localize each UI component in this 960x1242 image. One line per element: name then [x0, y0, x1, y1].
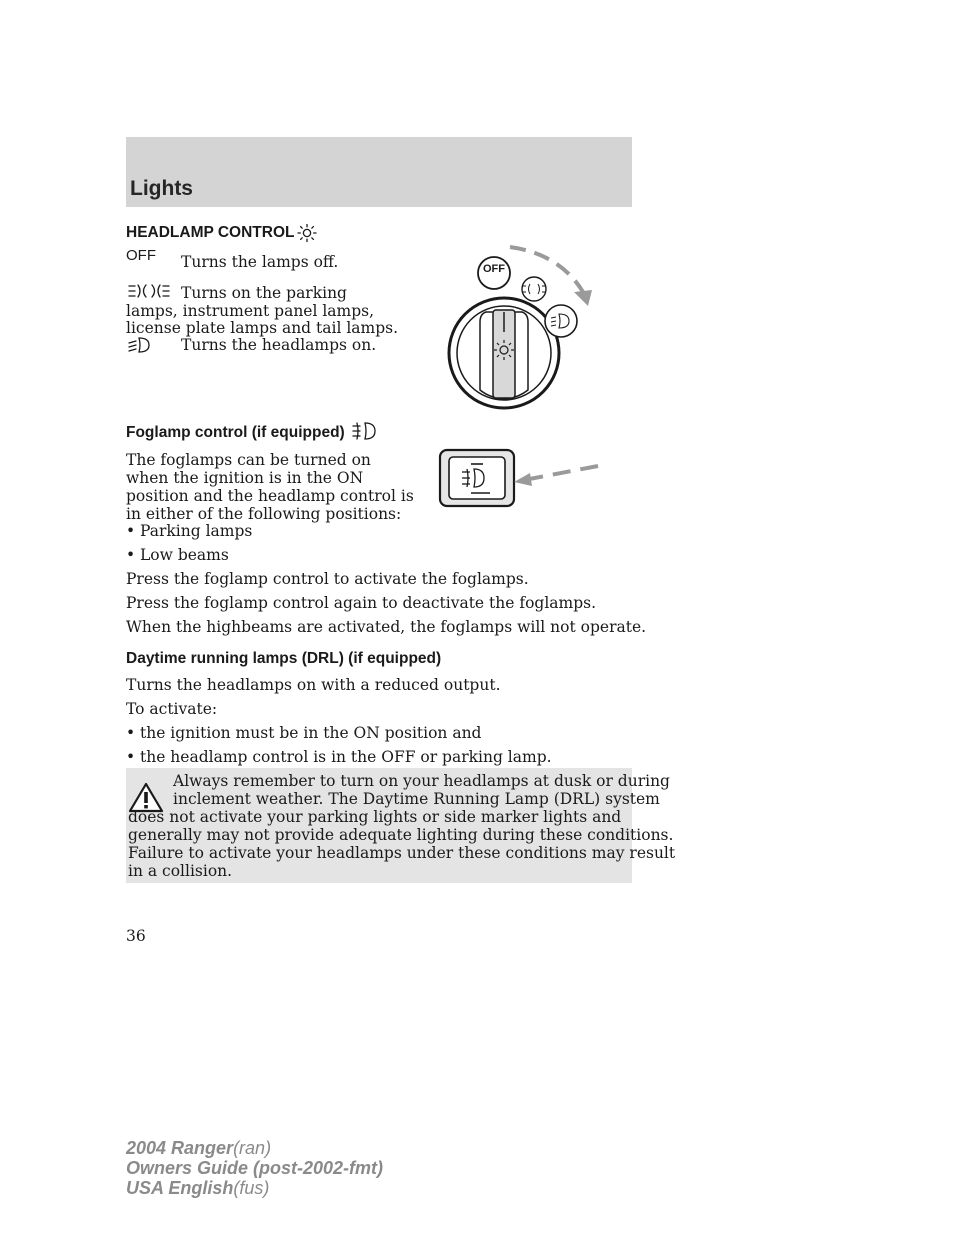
section-header-band [126, 137, 632, 207]
foglamp-icon [352, 421, 376, 441]
foglamp-intro-line1: The foglamps can be turned on [126, 451, 371, 469]
footer-line-2 [126, 1158, 383, 1178]
warning-line-3: does not activate your parking lights or side marker lights and [128, 808, 622, 826]
off-symbol-label: OFF [126, 247, 156, 264]
warning-line-5: Failure to activate your headlamps under these conditions may result [128, 844, 676, 862]
footer-line-3 [126, 1178, 269, 1198]
footer-model: 2004 Ranger [126, 1138, 234, 1158]
foglamp-button-illustration [438, 448, 603, 510]
headlamp-control-heading [126, 224, 295, 242]
foglamp-intro-line4: in either of the following positions: [126, 505, 402, 523]
headlamp-icon [128, 337, 150, 353]
parking-description-line2: lamps, instrument panel lamps, [126, 302, 375, 320]
page-number: 36 [126, 927, 146, 945]
headlamps-description: Turns the headlamps on. [181, 336, 377, 354]
foglamp-intro-line3: position and the headlamp control is [126, 487, 414, 505]
foglamp-intro-line2: when the ignition is in the ON [126, 469, 364, 487]
foglamp-press-on: Press the foglamp control to activate the foglamps. [126, 570, 529, 588]
parking-description-line1: Turns on the parking [181, 284, 347, 302]
headlamp-heading-text: HEADLAMP CONTROL [126, 224, 295, 241]
foglamp-heading: Foglamp control (if equipped) [126, 424, 345, 441]
footer-language-code: (fus) [233, 1178, 270, 1198]
dial-off-label: OFF [483, 263, 505, 275]
section-title: Lights [130, 177, 193, 200]
sun-icon [297, 224, 317, 242]
drl-heading: Daytime running lamps (DRL) (if equipped) [126, 650, 442, 667]
warning-line-4: generally may not provide adequate lighting during these conditions. [128, 826, 674, 844]
footer-guide: Owners Guide (post-2002-fmt) [126, 1158, 384, 1178]
off-description: Turns the lamps off. [181, 253, 339, 271]
warning-box [126, 768, 676, 883]
footer-language: USA English [126, 1178, 234, 1198]
warning-line-6: in a collision. [128, 862, 233, 880]
foglamp-highbeam-note: When the highbeams are activated, the foglamps will not operate. [126, 618, 647, 636]
headlamp-dial-illustration [440, 240, 620, 405]
drl-description: Turns the headlamps on with a reduced output. [126, 676, 501, 694]
parking-description-line3: license plate lamps and tail lamps. [126, 319, 399, 337]
footer-line-1 [126, 1138, 271, 1158]
footer-model-code: (ran) [233, 1138, 272, 1158]
foglamp-press-off: Press the foglamp control again to deactivate the foglamps. [126, 594, 597, 612]
warning-line-2: inclement weather. The Daytime Running Lamp (DRL) system [173, 790, 660, 808]
drl-activate-label: To activate: [126, 700, 218, 718]
parking-lamp-icon [128, 283, 170, 299]
warning-line-1: Always remember to turn on your headlamps at dusk or during [173, 772, 670, 790]
